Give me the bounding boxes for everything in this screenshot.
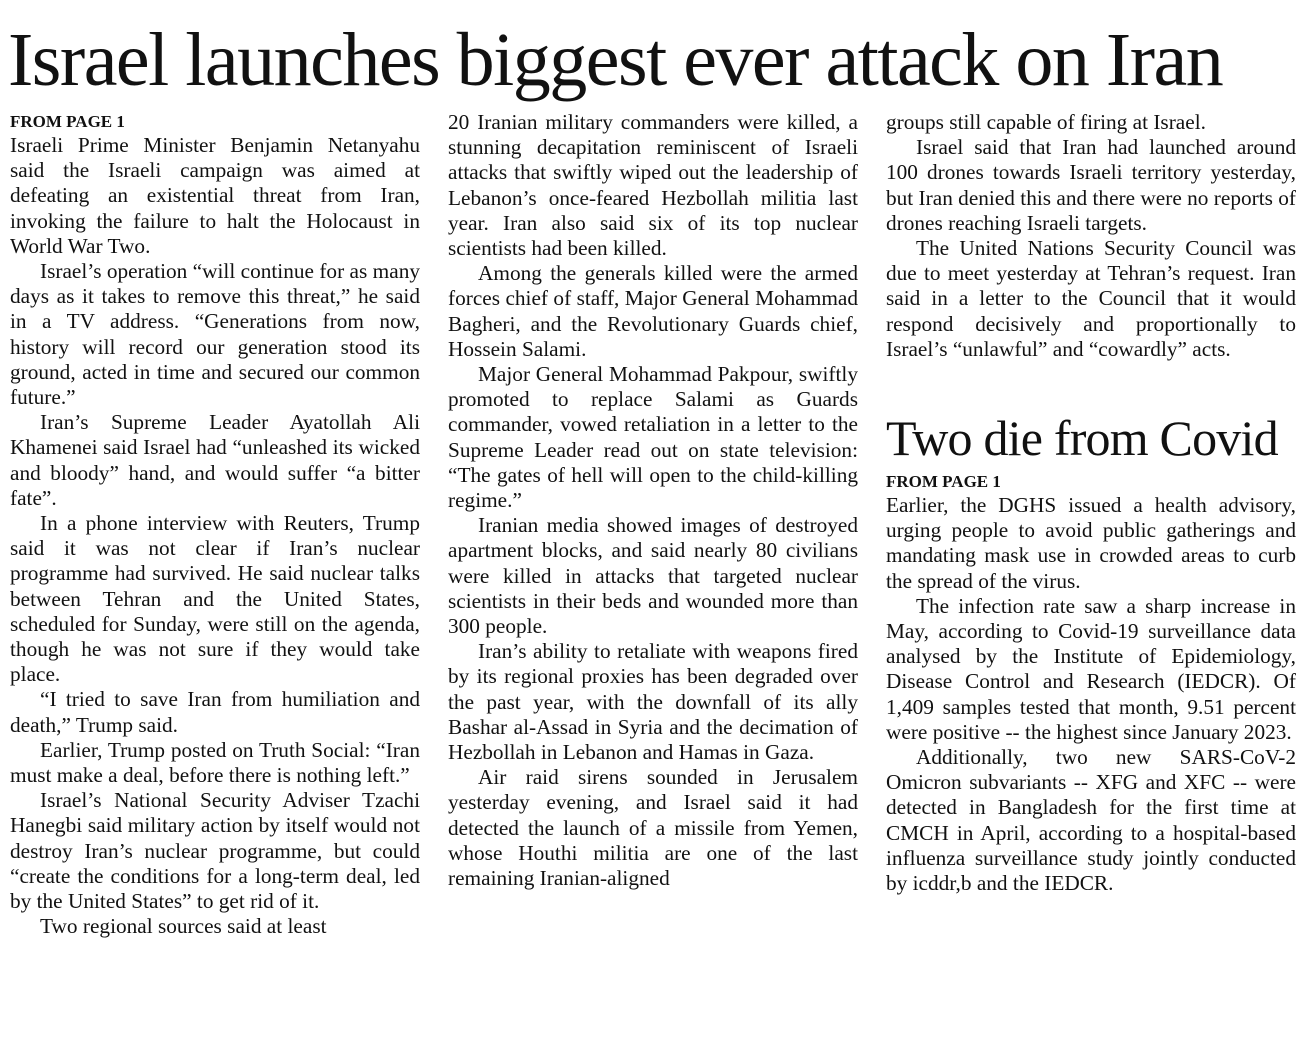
body-paragraph: Iran’s Supreme Leader Ayatollah Ali Khamenei said Israel had “unleashed its wicked and bloody” hand, and would suffer “a bitter fate”. xyxy=(10,410,420,510)
covid-lead-paragraph: Earlier, the DGHS issued a health advisory, urging people to avoid public gatherings and mandating mask use in crowded areas to curb the spread of the virus. xyxy=(886,493,1296,593)
body-paragraph: Earlier, Trump posted on Truth Social: “Iran must make a deal, before there is nothing left.” xyxy=(10,737,420,788)
body-paragraph: Air raid sirens sounded in Jerusalem yesterday evening, and Israel said it had detected the launch of a missile from Yemen, whose Houthi militia are one of the last remaining Iranian-aligned xyxy=(448,765,858,891)
column-3 xyxy=(886,110,1296,896)
body-paragraph: Iran’s ability to retaliate with weapons fired by its regional proxies has been degraded over the past year, with the downfall of its ally Bashar al-Assad in Syria and the decimation of Hezbollah in Lebanon and Hamas in Gaza. xyxy=(448,639,858,765)
body-paragraph: Major General Mohammad Pakpour, swiftly promoted to replace Salami as Guards commander, vowed retaliation in a letter to the Supreme Leader read out on state television: “The gates of hell will open to the child-killing regime.” xyxy=(448,362,858,513)
body-paragraph: Two regional sources said at least xyxy=(40,914,327,939)
body-paragraph-continued: groups still capable of firing at Israel. xyxy=(886,110,1206,134)
body-paragraph: Among the generals killed were the armed forces chief of staff, Major General Mohammad Bagheri, and the Revolutionary Guards chief, Hossein Salami. xyxy=(448,261,858,361)
body-paragraph: Iranian media showed images of destroyed apartment blocks, and said nearly 80 civilians were killed in attacks that targeted nuclear scientists in their beds and wounded more than 300 people. xyxy=(448,513,858,639)
main-story-kicker: FROM PAGE 1 xyxy=(10,112,125,131)
body-paragraph: Israel’s National Security Adviser Tzachi Hanegbi said military action by itself would not destroy Iran’s nuclear programme, but could “create the conditions for a long-term deal, led by the United States” to get rid of it. xyxy=(10,788,420,914)
column-2 xyxy=(448,110,858,891)
body-paragraph-continued: 20 Iranian military commanders were killed, a stunning decapitation reminiscent of Israeli attacks that swiftly wiped out the leadership of Lebanon’s once-feared Hezbollah militia last year. Iran also said six of its top nuclear scientists had been killed. xyxy=(448,110,858,261)
body-paragraph: “I tried to save Iran from humiliation and death,” Trump said. xyxy=(10,687,420,737)
body-paragraph: Israel’s operation “will continue for as many days as it takes to remove this threat,” he said in a TV address. “Generations from now, history will record our generation stood its ground, acted in time and secured our common future.” xyxy=(10,259,420,410)
main-headline: Israel launches biggest ever attack on Iran xyxy=(8,18,1223,102)
covid-story-headline: Two die from Covid xyxy=(886,410,1278,467)
body-paragraph: Additionally, two new SARS-CoV-2 Omicron subvariants -- XFG and XFC -- were detected in Bangladesh for the first time at CMCH in April, according to a hospital-based influenza surveillance study jointly conducted by icddr,b and the IEDCR. xyxy=(886,745,1296,896)
covid-story-kicker: FROM PAGE 1 xyxy=(886,472,1001,492)
body-paragraph: The infection rate saw a sharp increase in May, according to Covid-19 surveillance data analysed by the Institute of Epidemiology, Disease Control and Research (IEDCR). Of 1,409 samples tested that month, 9.51 percent were positive -- the highest since January 2023. xyxy=(886,593,1296,744)
column-1 xyxy=(10,110,420,940)
body-paragraph: Israel said that Iran had launched around 100 drones towards Israeli territory yesterday, but Iran denied this and there were no reports of drones reaching Israeli targets. xyxy=(886,135,1296,235)
body-paragraph: In a phone interview with Reuters, Trump said it was not clear if Iran’s nuclear programme had survived. He said nuclear talks between Tehran and the United States, scheduled for Sunday, were still on the agenda, though he was not sure if they would take place. xyxy=(10,511,420,687)
body-paragraph: Israeli Prime Minister Benjamin Netanyahu said the Israeli campaign was aimed at defeating an existential threat from Iran, invoking the failure to halt the Holocaust in World War Two. xyxy=(10,133,420,258)
body-paragraph: The United Nations Security Council was due to meet yesterday at Tehran’s request. Iran said in a letter to the Council that it would respond decisively and proportionally to Israel’s “unlawful” and “cowardly” acts. xyxy=(886,236,1296,361)
